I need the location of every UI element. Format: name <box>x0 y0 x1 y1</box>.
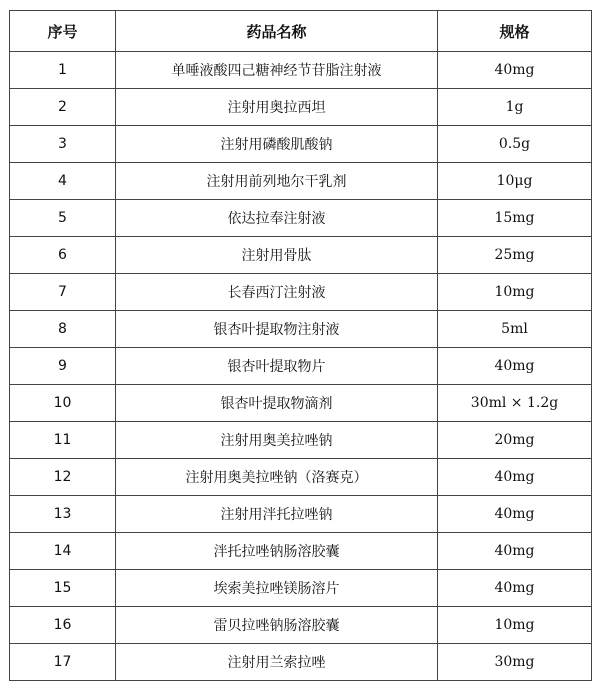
row-drug-name: 注射用磷酸肌酸钠 <box>116 126 438 163</box>
row-spec: 1g <box>438 89 592 126</box>
row-index: 2 <box>10 89 116 126</box>
row-index: 9 <box>10 348 116 385</box>
table-row <box>10 385 592 422</box>
table-row <box>10 126 592 163</box>
row-drug-name: 单唾液酸四己糖神经节苷脂注射液 <box>116 52 438 89</box>
row-drug-name: 注射用奥美拉唑钠 <box>116 422 438 459</box>
header-spec: 规格 <box>438 11 592 52</box>
table-row <box>10 422 592 459</box>
row-drug-name: 泮托拉唑钠肠溶胶囊 <box>116 533 438 570</box>
row-spec: 40mg <box>438 533 592 570</box>
row-index: 17 <box>10 644 116 681</box>
row-drug-name: 银杏叶提取物滴剂 <box>116 385 438 422</box>
header-drug-name: 药品名称 <box>116 11 438 52</box>
row-drug-name: 注射用奥拉西坦 <box>116 89 438 126</box>
table-row <box>10 533 592 570</box>
row-spec: 40mg <box>438 496 592 533</box>
row-drug-name: 注射用兰索拉唑 <box>116 644 438 681</box>
row-index: 6 <box>10 237 116 274</box>
row-index: 7 <box>10 274 116 311</box>
row-drug-name: 注射用泮托拉唑钠 <box>116 496 438 533</box>
table-row <box>10 200 592 237</box>
row-spec: 40mg <box>438 459 592 496</box>
row-drug-name: 银杏叶提取物片 <box>116 348 438 385</box>
row-spec: 30ml × 1.2g <box>438 385 592 422</box>
row-drug-name: 注射用前列地尔干乳剂 <box>116 163 438 200</box>
row-spec: 10μg <box>438 163 592 200</box>
drug-table <box>9 10 592 681</box>
row-spec: 40mg <box>438 52 592 89</box>
table-row <box>10 607 592 644</box>
row-index: 8 <box>10 311 116 348</box>
table-row <box>10 644 592 681</box>
row-spec: 0.5g <box>438 126 592 163</box>
row-spec: 15mg <box>438 200 592 237</box>
row-spec: 10mg <box>438 274 592 311</box>
row-spec: 25mg <box>438 237 592 274</box>
row-index: 3 <box>10 126 116 163</box>
row-index: 11 <box>10 422 116 459</box>
table-row <box>10 570 592 607</box>
row-index: 15 <box>10 570 116 607</box>
row-spec: 40mg <box>438 570 592 607</box>
row-spec: 10mg <box>438 607 592 644</box>
row-index: 4 <box>10 163 116 200</box>
row-drug-name: 依达拉奉注射液 <box>116 200 438 237</box>
table-row <box>10 348 592 385</box>
row-spec: 30mg <box>438 644 592 681</box>
row-index: 5 <box>10 200 116 237</box>
row-index: 14 <box>10 533 116 570</box>
table-row <box>10 89 592 126</box>
row-drug-name: 长春西汀注射液 <box>116 274 438 311</box>
row-drug-name: 银杏叶提取物注射液 <box>116 311 438 348</box>
row-spec: 40mg <box>438 348 592 385</box>
header-index: 序号 <box>10 11 116 52</box>
row-spec: 5ml <box>438 311 592 348</box>
row-drug-name: 注射用奥美拉唑钠（洛赛克） <box>116 459 438 496</box>
table-row <box>10 496 592 533</box>
table-row <box>10 311 592 348</box>
row-index: 12 <box>10 459 116 496</box>
row-index: 16 <box>10 607 116 644</box>
table-row <box>10 459 592 496</box>
row-drug-name: 雷贝拉唑钠肠溶胶囊 <box>116 607 438 644</box>
table-header-row <box>10 11 592 52</box>
row-index: 13 <box>10 496 116 533</box>
row-spec: 20mg <box>438 422 592 459</box>
row-index: 10 <box>10 385 116 422</box>
table-row <box>10 52 592 89</box>
table-row <box>10 274 592 311</box>
table-row <box>10 237 592 274</box>
row-drug-name: 埃索美拉唑镁肠溶片 <box>116 570 438 607</box>
table-row <box>10 163 592 200</box>
row-drug-name: 注射用骨肽 <box>116 237 438 274</box>
row-index: 1 <box>10 52 116 89</box>
